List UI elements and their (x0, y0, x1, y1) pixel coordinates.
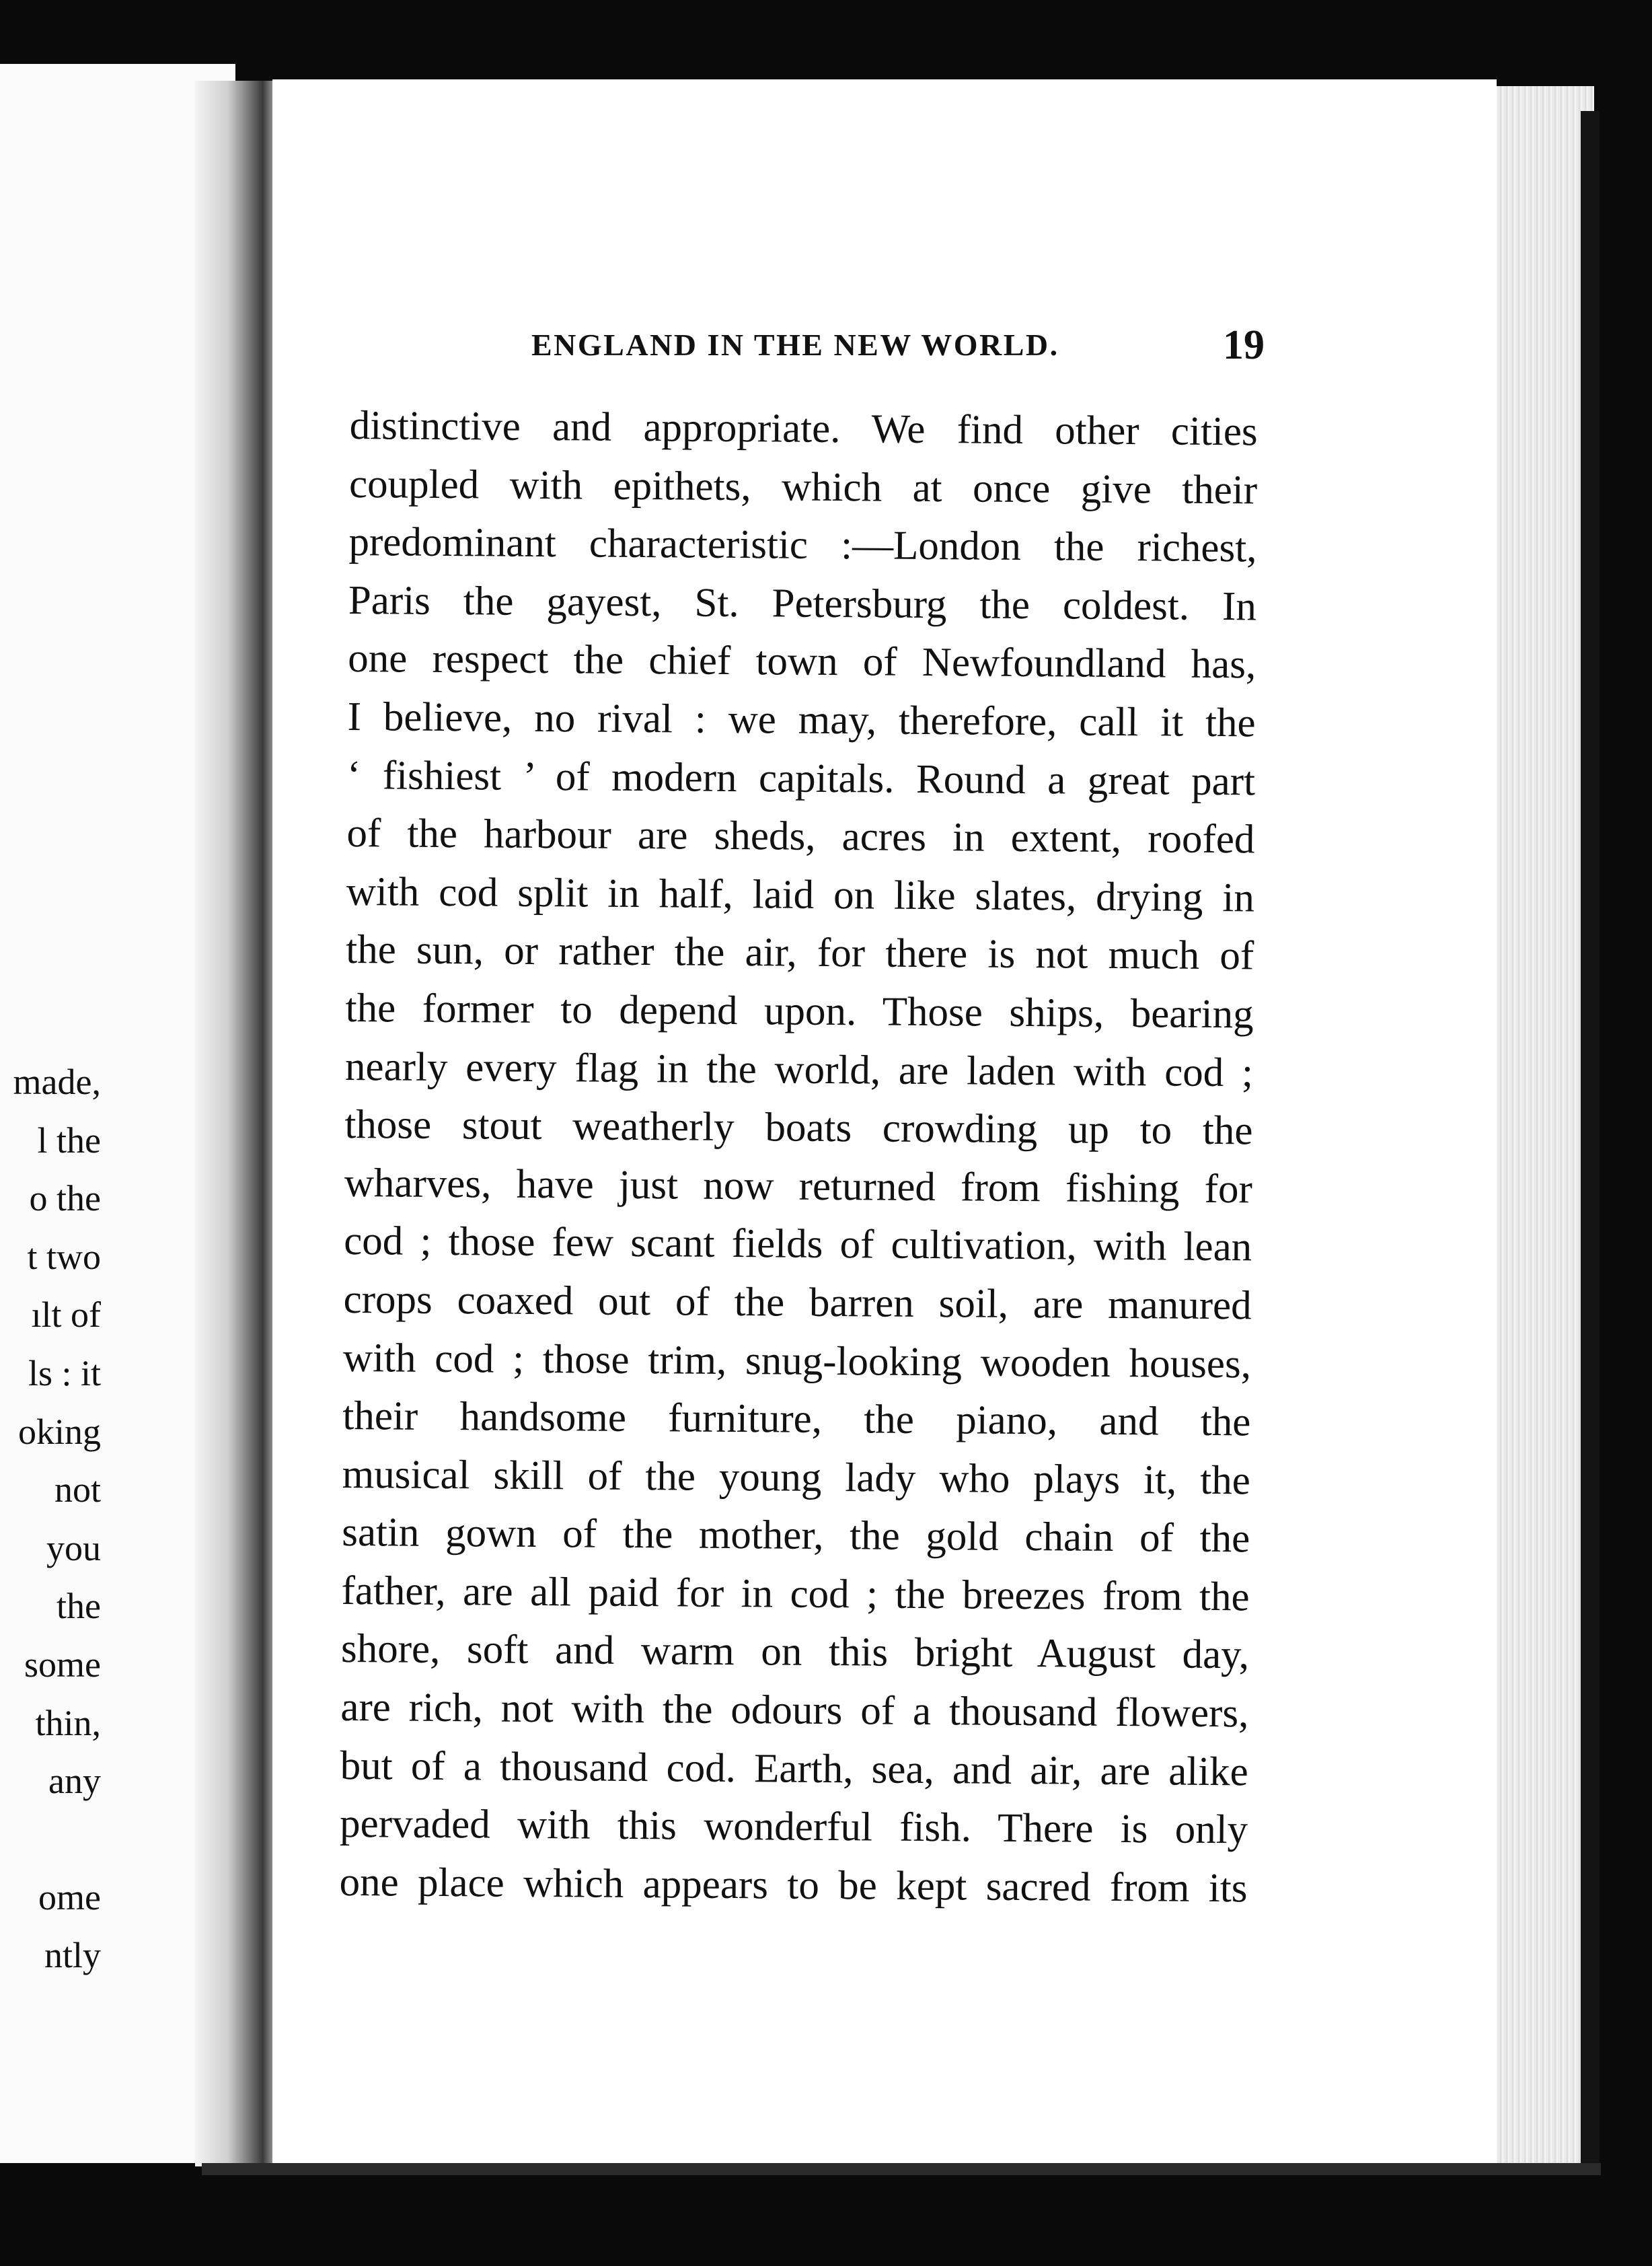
left-fragment: the (57, 1586, 101, 1627)
body-text (339, 397, 1258, 1918)
body-line: the sun, or rather the air, for there is not much of (346, 927, 1254, 979)
body-line: nearly every flag in the world, are laden with cod ; (344, 1044, 1254, 1095)
body-line: the former to depend upon. Those ships, bearing (345, 985, 1254, 1037)
body-line: crops coaxed out of the barren soil, are manured (343, 1276, 1252, 1329)
left-fragment: any (48, 1761, 101, 1802)
body-line: I believe, no rival : we may, therefore, call it the (347, 694, 1256, 746)
body-line: with cod ; those trim, snug-looking wooden houses, (342, 1335, 1252, 1387)
left-fragment: ome (38, 1876, 101, 1917)
body-line: are rich, not with the odours of a thousand flowers, (340, 1685, 1249, 1737)
running-title: ENGLAND IN THE NEW WORLD. (531, 328, 1059, 362)
body-line: those stout weatherly boats crowding up to the (344, 1102, 1253, 1154)
left-fragment: ntly (44, 1935, 101, 1976)
left-fragment: l the (37, 1120, 101, 1161)
body-line: shore, soft and warm on this bright August day, (340, 1626, 1250, 1678)
page-bottom-shadow (202, 2163, 1601, 2175)
body-line: one place which appears to be kept sacred from its (339, 1859, 1248, 1911)
body-line: wharves, have just now returned from fishing for (344, 1160, 1253, 1212)
body-line: cod ; those few scant fields of cultivation, with lean (344, 1218, 1252, 1270)
left-fragment: oking (17, 1411, 101, 1452)
left-fragment: ılt of (31, 1294, 101, 1336)
page-number: 19 (1223, 322, 1265, 368)
body-line: with cod split in half, laid on like slates, drying in (346, 869, 1255, 921)
body-line: musical skill of the young lady who plays it, the (342, 1451, 1251, 1504)
body-line: satin gown of the mother, the gold chain of the (341, 1510, 1250, 1562)
body-line: of the harbour are sheds, acres in extent, roofed (346, 811, 1255, 863)
running-header (531, 322, 1265, 375)
left-fragment: some (24, 1644, 101, 1685)
left-page-text-fragments (0, 1053, 101, 1985)
body-line: Paris the gayest, St. Petersburg the coldest. In (348, 577, 1257, 630)
body-line: father, are all paid for in cod ; the breezes from the (341, 1568, 1250, 1620)
body-line: distinctive and appropriate. We find other cities (349, 402, 1258, 455)
left-fragment: o the (29, 1178, 101, 1219)
body-line: their handsome furniture, the piano, and the (342, 1393, 1251, 1445)
cover-edge (1581, 111, 1600, 2166)
body-line: predominant characteristic :—London the richest, (348, 519, 1257, 571)
page-edges (1487, 86, 1594, 2165)
left-fragment: you (46, 1527, 101, 1568)
body-line: ‘ fishiest ’ of modern capitals. Round a great part (346, 752, 1256, 804)
left-fragment: ls : it (28, 1352, 101, 1393)
left-fragment: t two (27, 1236, 101, 1277)
left-fragment: thin, (35, 1702, 101, 1743)
left-fragment: made, (13, 1062, 101, 1102)
body-line: coupled with epithets, which at once give their (348, 461, 1258, 513)
body-line: one respect the chief town of Newfoundland has, (348, 636, 1256, 688)
body-line: pervaded with this wonderful fish. There is only (339, 1801, 1248, 1853)
body-line: but of a thousand cod. Earth, sea, and air, are alike (340, 1743, 1248, 1795)
left-fragment: not (54, 1469, 101, 1510)
